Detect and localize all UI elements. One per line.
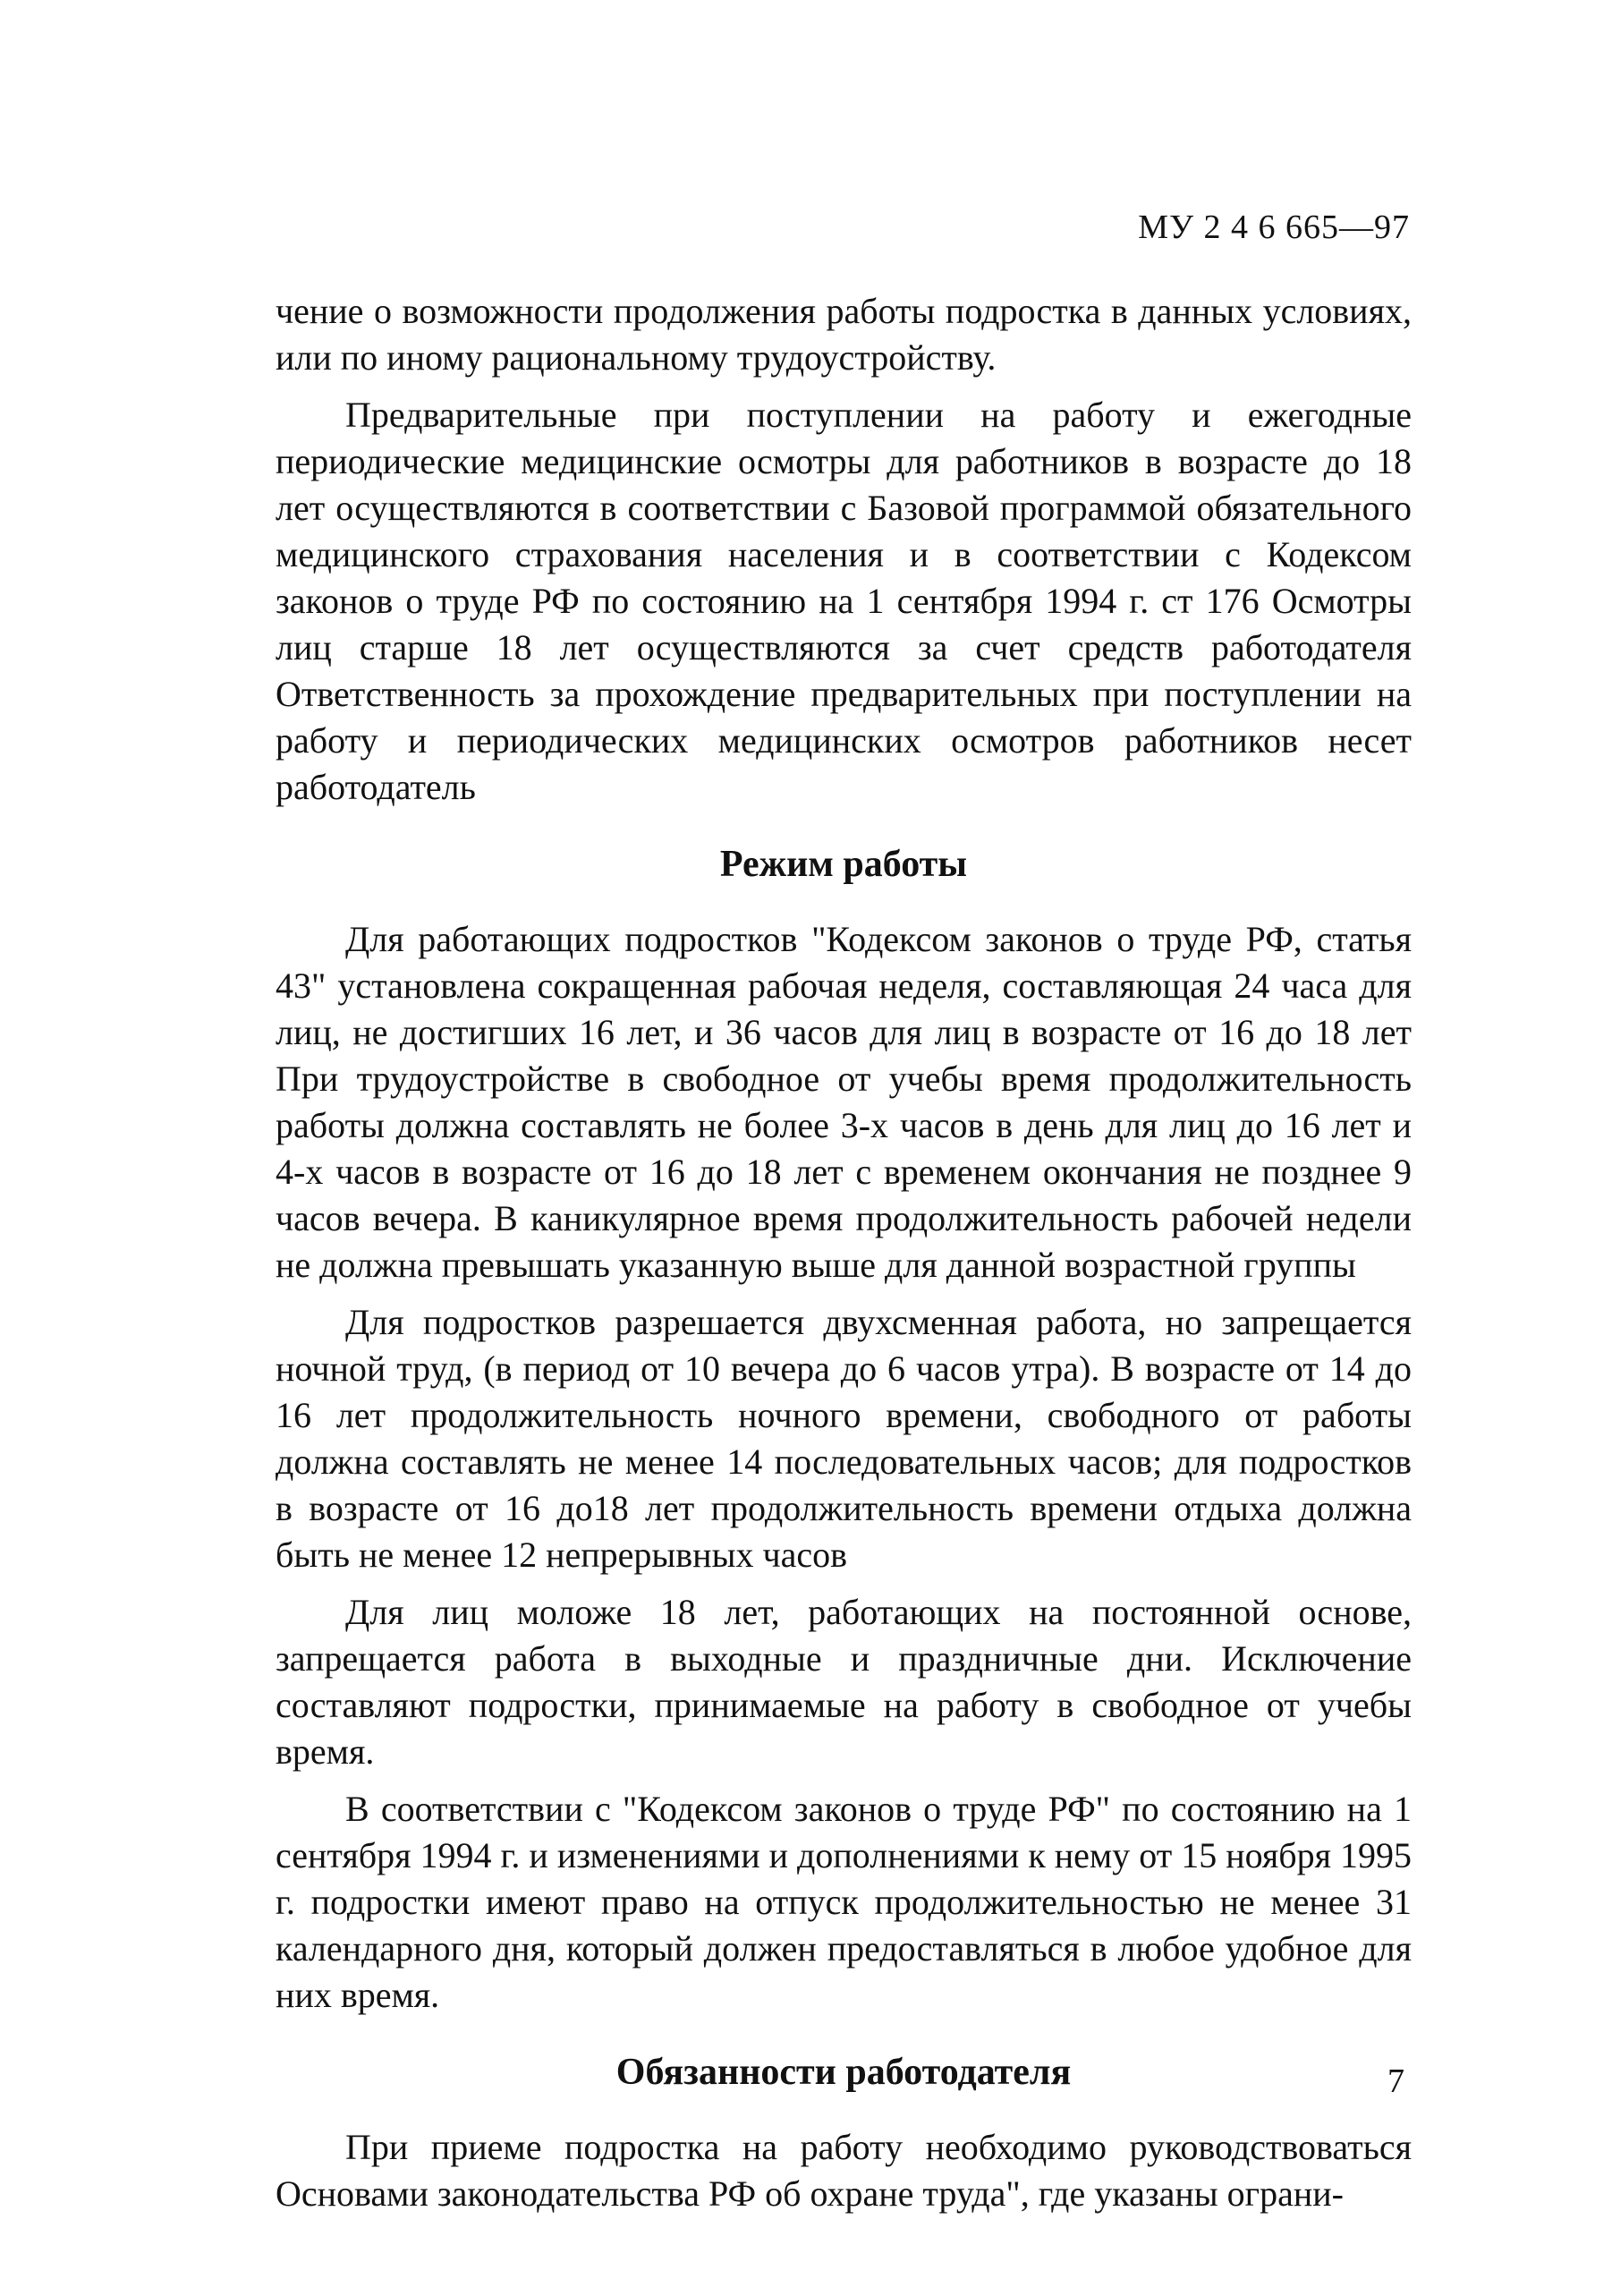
intro-paragraph-continuation: чение о возможности продолжения работы подростка в данных условиях, или по иному рациональному трудоустройству.: [276, 291, 1412, 378]
work-mode-paragraph-4: В соответствии с "Кодексом законов о труде РФ" по состоянию на 1 сентября 1994 г. и изменениями и дополнениями к нему от 15 ноября 1995 г. подростки имеют право на отпуск продолжительностью не менее 31 календарного дня, который должен предоставляться в любое удобное для них время.: [276, 1789, 1412, 2015]
section-heading-work-mode: Режим работы: [719, 844, 968, 885]
intro-paragraph-medical-exams: Предварительные при поступлении на работу и ежегодные периодические медицинские осмотры для работников в возрасте до 18 лет осуществляются в соответствии с Базовой программой обязательного медицинского страхования населения и в соответствии с Кодексом законов о труде РФ по состоянию на 1 сентября 1994 г. ст 176 Осмотры лиц старше 18 лет осуществляются за счет средств работодателя Ответственность за прохождение предварительных при поступлении на работу и периодических медицинских осмотров работников несет работодатель: [276, 395, 1412, 807]
employer-duties-paragraph-1: При приеме подростка на работу необходимо руководствоваться Основами законодательства РФ об охране труда", где указаны ограни-: [276, 2127, 1412, 2214]
section-heading-employer-duties: Обязанности работодателя: [615, 2052, 1072, 2093]
work-mode-paragraph-2: Для подростков разрешается двухсменная работа, но запрещается ночной труд, (в период от 10 вечера до 6 часов утра). В возрасте от 14 до 16 лет продолжительность ночного времени, свободного от работы должна составлять не менее 14 последовательных часов; для подростков в возрасте от 16 до18 лет продолжительность времени отдыха должна быть не менее 12 непрерывных часов: [276, 1302, 1412, 1575]
document-code-header: МУ 2 4 6 665—97: [1138, 208, 1410, 246]
page-content: [276, 288, 1412, 2217]
work-mode-paragraph-3: Для лиц моложе 18 лет, работающих на постоянной основе, запрещается работа в выходные и праздничные дни. Исключение составляют подростки, принимаемые на работу в свободное от учебы время.: [276, 1592, 1412, 1772]
page-number: 7: [1387, 2062, 1404, 2100]
work-mode-paragraph-1: Для работающих подростков "Кодексом законов о труде РФ, статья 43" установлена сокращенная рабочая неделя, составляющая 24 часа для лиц, не достигших 16 лет, и 36 часов для лиц в возрасте от 16 до 18 лет При трудоустройстве в свободное от учебы время продолжительность работы должна составлять не более 3-х часов в день для лиц до 16 лет и 4-х часов в возрасте от 16 до 18 лет с временем окончания не позднее 9 часов вечера. В каникулярное время продолжительность рабочей недели не должна превышать указанную выше для данной возрастной группы: [276, 919, 1412, 1285]
